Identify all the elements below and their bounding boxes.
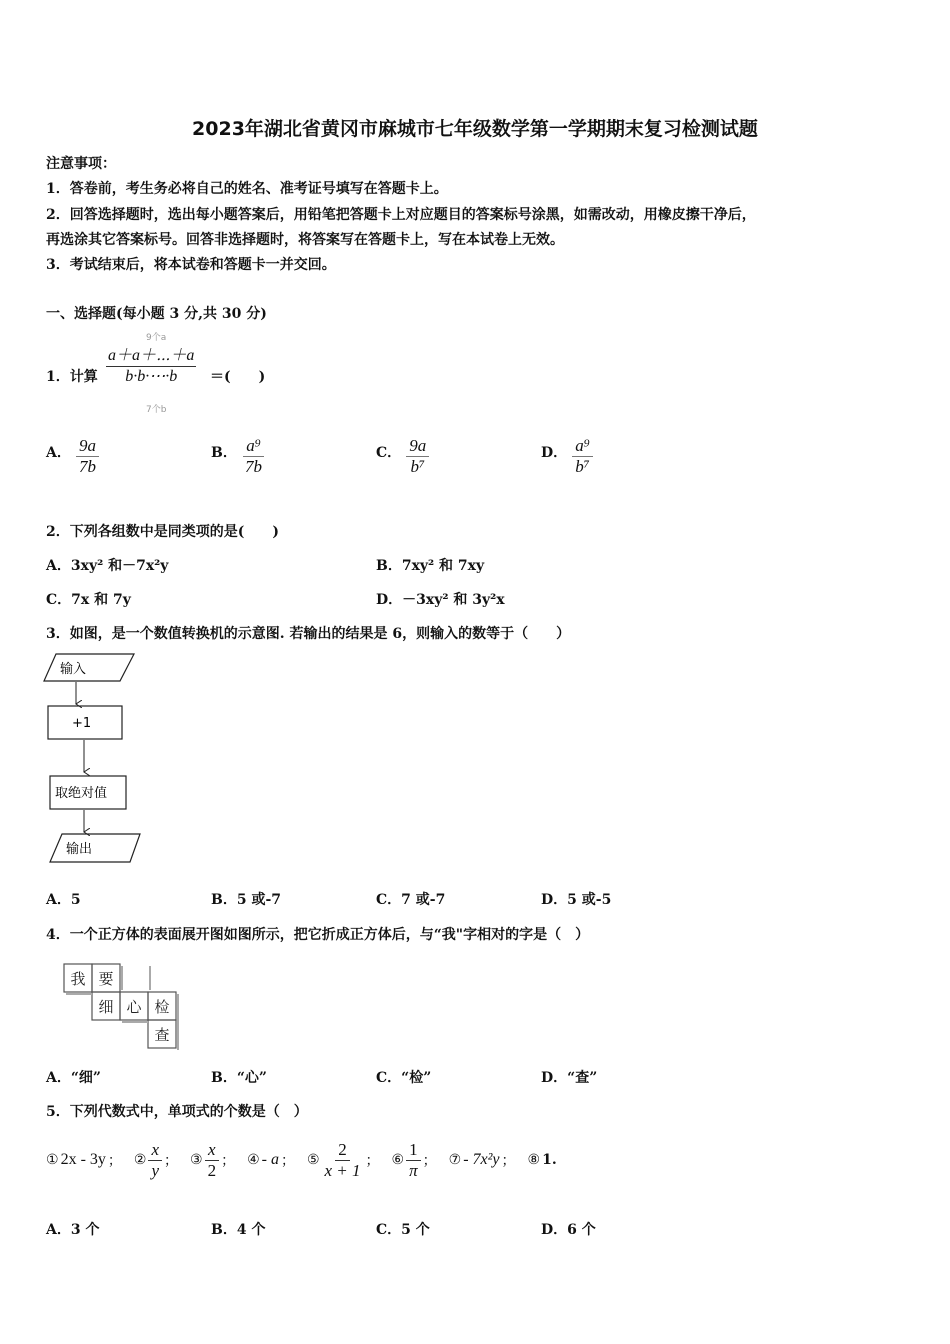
notice-item-2a: 2．回答选择题时，选出每小题答案后，用铅笔把答题卡上对应题目的答案标号涂黑，如需改动，用橡皮擦干净后， bbox=[46, 207, 756, 223]
q3-option-d[interactable]: D．5 或-5 bbox=[541, 892, 612, 908]
notice-item-2b: 再选涂其它答案标号。回答非选择题时，将答案写在答题卡上，写在本试卷上无效。 bbox=[46, 232, 564, 248]
flow-step2-label: 取绝对值 bbox=[55, 786, 108, 801]
q2-option-b[interactable]: B．7xy² 和 7xy bbox=[376, 558, 485, 574]
q5-expr-1: 2x - 3y bbox=[60, 1151, 106, 1168]
page-title: 2023年湖北省黄冈市麻城市七年级数学第一学期期末复习检测试题 bbox=[192, 118, 758, 140]
q5-expr-5: $\frac{2}{x + 1}$ bbox=[324, 1139, 361, 1180]
q3-option-c[interactable]: C．7 或-7 bbox=[376, 892, 446, 908]
cube-net-diagram bbox=[62, 962, 184, 1052]
q4-option-d[interactable]: D．“查” bbox=[541, 1070, 598, 1086]
section-heading: 一、选择题(每小题 3 分,共 30 分) bbox=[46, 306, 267, 322]
q5-expr-6: $\frac{1}{\pi}$ bbox=[406, 1140, 421, 1181]
q2-stem: 2．下列各组数中是同类项的是( ) bbox=[46, 524, 279, 540]
flowchart-diagram bbox=[40, 648, 150, 870]
flow-output-label: 输出 bbox=[66, 842, 93, 857]
q2-option-a[interactable]: A．3xy² 和－7x²y bbox=[46, 558, 169, 574]
q1-top-note: 9个a bbox=[146, 333, 167, 343]
q5-expr-8: 1. bbox=[542, 1152, 557, 1168]
q5-option-b[interactable]: B．4 个 bbox=[211, 1222, 266, 1238]
flow-input-shape bbox=[44, 654, 134, 681]
q1-denominator: b·b·⋯·b bbox=[125, 368, 178, 385]
q3-option-b[interactable]: B．5 或-7 bbox=[211, 892, 281, 908]
q1-prefix: 1．计算 bbox=[46, 369, 98, 385]
q5-stem: 5．下列代数式中，单项式的个数是（ ） bbox=[46, 1104, 308, 1120]
flow-input-label: 输入 bbox=[60, 662, 87, 677]
q1-option-b[interactable]: B． $\frac{\text{a⁹}}{7b}$ bbox=[211, 436, 262, 476]
notice-item-1: 1．答卷前，考生务必将自己的姓名、准考证号填写在答题卡上。 bbox=[46, 181, 448, 197]
net-char-6: 查 bbox=[154, 1026, 170, 1044]
q5-option-c[interactable]: C．5 个 bbox=[376, 1222, 430, 1238]
q4-stem: 4．一个正方体的表面展开图如图所示，把它折成正方体后，与“我"字相对的字是（ ） bbox=[46, 927, 590, 943]
q5-expr-4: - a bbox=[261, 1151, 279, 1168]
q3-stem: 3．如图，是一个数值转换机的示意图. 若输出的结果是 6，则输入的数等于（ ） bbox=[46, 626, 571, 642]
q4-option-a[interactable]: A．“细” bbox=[46, 1070, 101, 1086]
q1-bottom-note: 7个b bbox=[146, 405, 167, 415]
q4-option-c[interactable]: C．“检” bbox=[376, 1070, 432, 1086]
q1-numerator: a＋a＋⋯＋a bbox=[106, 346, 196, 367]
notice-heading: 注意事项： bbox=[46, 156, 116, 172]
q5-expr-2: $\frac{x}{y}$ bbox=[148, 1140, 162, 1181]
notice-item-3: 3．考试结束后，将本试卷和答题卡一并交回。 bbox=[46, 257, 336, 273]
q5-expr-7: - 7x²y bbox=[463, 1151, 500, 1168]
net-char-2: 要 bbox=[98, 970, 114, 988]
q2-option-c[interactable]: C．7x 和 7y bbox=[46, 592, 131, 608]
q1-option-a[interactable]: A． $\frac{9a}{7b}$ bbox=[46, 436, 99, 477]
flow-step1-label: +1 bbox=[72, 716, 92, 731]
net-char-4: 心 bbox=[126, 998, 142, 1016]
q4-option-b[interactable]: B．“心” bbox=[211, 1070, 267, 1086]
q1-suffix: ＝( ) bbox=[210, 369, 266, 385]
q5-option-a[interactable]: A．3 个 bbox=[46, 1222, 100, 1238]
q1-fraction bbox=[106, 346, 196, 387]
q1-option-c[interactable]: C． $\frac{9a}{\text{b⁷}}$ bbox=[376, 436, 429, 477]
q1-option-d[interactable]: D． $\frac{\text{a⁹}}{\text{b⁷}}$ bbox=[541, 436, 593, 477]
flow-output-shape bbox=[50, 834, 140, 862]
q3-option-a[interactable]: A．5 bbox=[46, 892, 81, 908]
net-char-1: 我 bbox=[70, 970, 86, 988]
net-char-3: 细 bbox=[98, 998, 114, 1016]
q5-option-d[interactable]: D．6 个 bbox=[541, 1222, 596, 1238]
q5-expressions: ① 2x - 3y ； ② $\frac{x}{y}$ ； ③ $\frac{x}{2}$ ； ④ - a ； ⑤ $\frac{2}{x + 1}$ ； ⑥ $\frac{1}{\pi}$ ； ⑦ - 7x²y ； ⑧ 1. bbox=[46, 1139, 557, 1180]
q5-expr-3: $\frac{x}{2}$ bbox=[205, 1140, 220, 1181]
net-char-5: 检 bbox=[154, 998, 170, 1016]
q2-option-d[interactable]: D．－3xy² 和 3y²x bbox=[376, 592, 505, 608]
